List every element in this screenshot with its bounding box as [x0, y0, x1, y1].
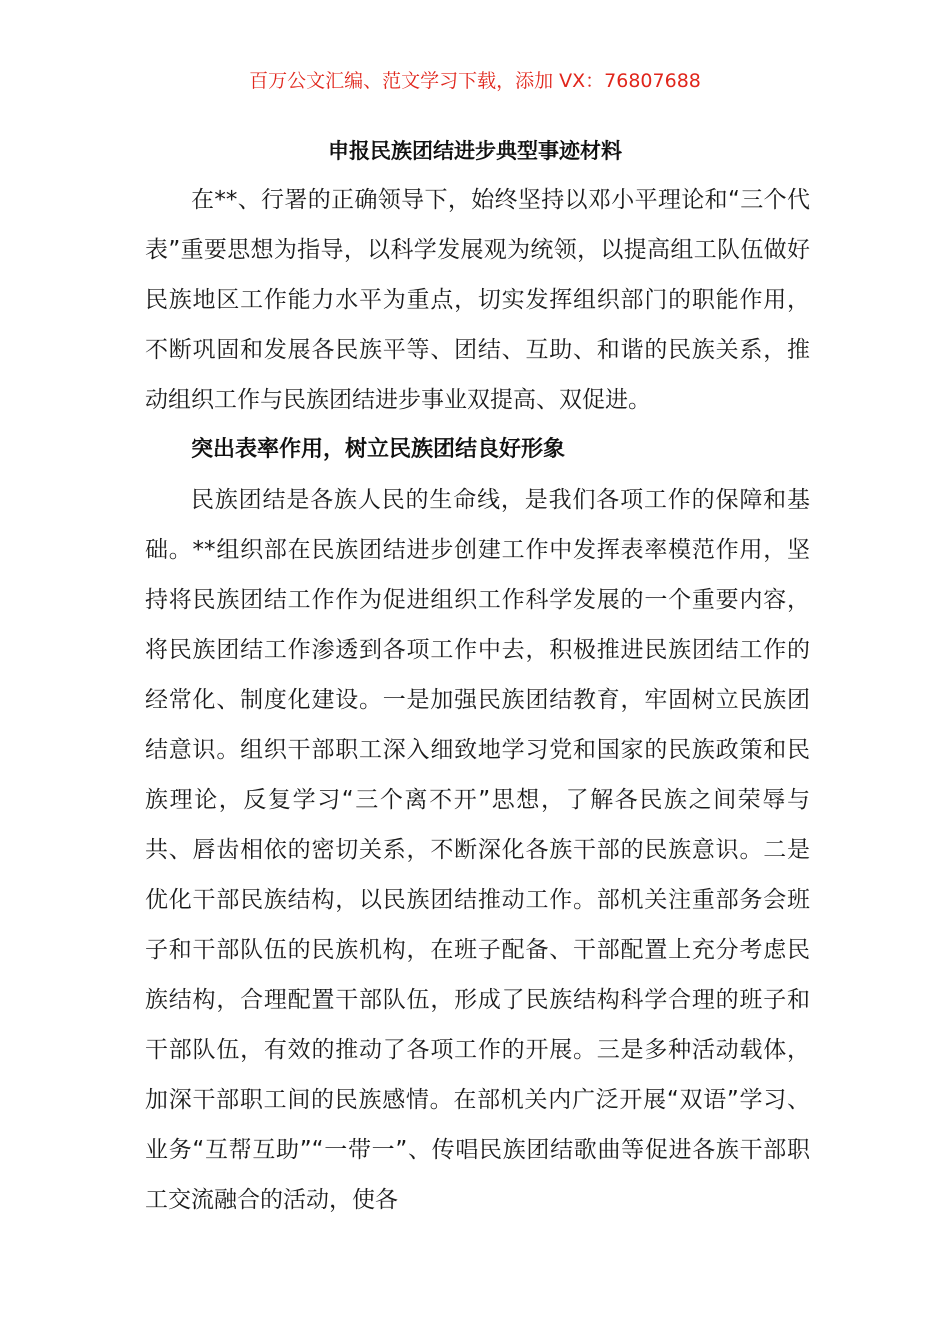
section-paragraph: 民族团结是各族人民的生命线，是我们各项工作的保障和基础。**组织部在民族团结进步创建工作中发挥表率模范作用，坚持将民族团结工作作为促进组织工作科学发展的一个重要内容，将民族团结工作渗透到各项工作中去，积极推进民族团结工作的经常化、制度化建设。一是加强民族团结教育，牢固树立民族团结意识。组织干部职工深入细致地学习党和国家的民族政策和民族理论，反复学习“三个离不开”思想，了解各民族之间荣辱与共、唇齿相依的密切关系，不断深化各族干部的民族意识。二是优化干部民族结构，以民族团结推动工作。部机关注重部务会班子和干部队伍的民族机构，在班子配备、干部配置上充分考虑民族结构，合理配置干部队伍，形成了民族结构科学合理的班子和干部队伍，有效的推动了各项工作的开展。三是多种活动载体，加深干部职工间的民族感情。在部机关内广泛开展“双语”学习、业务“互帮互助”“一带一”、传唱民族团结歌曲等促进各族干部职工交流融合的活动，使各: [145, 487, 810, 1213]
section-heading: 突出表率作用，树立民族团结良好形象: [191, 437, 566, 462]
intro-paragraph: 在**、行署的正确领导下，始终坚持以邓小平理论和“三个代表”重要思想为指导，以科学发展观为统领，以提高组工队伍做好民族地区工作能力水平为重点，切实发挥组织部门的职能作用，不断巩固和发展各民族平等、团结、互助、和谐的民族关系，推动组织工作与民族团结进步事业双提高、双促进。: [145, 187, 810, 413]
download-notice: 百万公文汇编、范文学习下载，添加 VX：76807688: [249, 70, 701, 92]
document-body: [145, 175, 810, 1225]
document-title: 申报民族团结进步典型事迹材料: [328, 139, 622, 163]
